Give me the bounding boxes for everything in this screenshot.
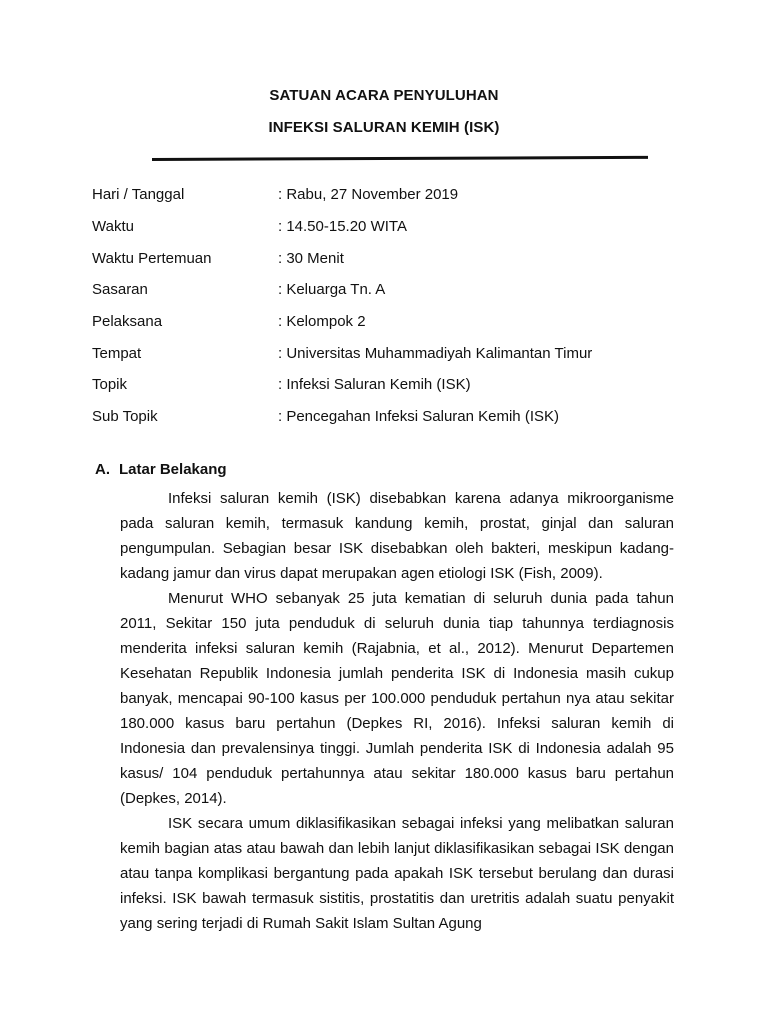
- paragraph: ISK secara umum diklasifikasikan sebagai infeksi yang melibatkan saluran kemih bagian atas atau bawah dan lebih lanjut diklasifikasikan sebagai ISK dengan atau tanpa komplikasi bergantung pada apakah ISK tersebut berulang dan durasi infeksi. ISK bawah termasuk sistitis, prostatitis dan uretritis adalah suatu penyakit yang sering terjadi di Rumah Sakit Islam Sultan Agung: [120, 815, 674, 932]
- info-row: [92, 401, 692, 433]
- paragraph: Infeksi saluran kemih (ISK) disebabkan karena adanya mikroorganisme pada saluran kemih, termasuk kandung kemih, prostat, ginjal dan saluran pengumpulan. Sebagian besar ISK disebabkan oleh bakteri, meskipun kadang-kadang jamur dan virus dapat merupakan agen etiologi ISK (Fish, 2009).: [120, 490, 674, 582]
- info-row: [92, 337, 692, 369]
- paragraph: Menurut WHO sebanyak 25 juta kematian di seluruh dunia pada tahun 2011, Sekitar 150 juta penduduk di seluruh dunia tiap tahunnya terdiagnosis menderita infeksi saluran kemih (Rajabnia, et al., 2012). Menurut Departemen Kesehatan Republik Indonesia jumlah penderita ISK di Indonesia masih cukup banyak, mencapai 90-100 kasus per 100.000 penduduk pertahun nya atau sekitar 180.000 kasus baru pertahun (Depkes RI, 2016). Infeksi saluran kemih di Indonesia dan prevalensinya tinggi. Jumlah penderita ISK di Indonesia adalah 95 kasus/ 104 penduduk pertahunnya atau sekitar 180.000 kasus baru pertahun (Depkes, 2014).: [120, 590, 674, 807]
- info-label: Sasaran: [92, 281, 148, 299]
- info-row: [92, 179, 692, 211]
- info-value: : Rabu, 27 November 2019: [278, 186, 459, 204]
- info-label: Hari / Tanggal: [92, 186, 185, 204]
- info-label: Waktu Pertemuan: [92, 249, 212, 267]
- info-label: Waktu: [92, 218, 134, 236]
- info-value: : Pencegahan Infeksi Saluran Kemih (ISK): [278, 408, 559, 426]
- info-row: [92, 211, 692, 243]
- info-row: [92, 242, 692, 274]
- info-value: : Keluarga Tn. A: [278, 281, 386, 299]
- info-row: [92, 306, 692, 338]
- document-title: SATUAN ACARA PENYULUHAN: [269, 87, 499, 104]
- info-value: : Infeksi Saluran Kemih (ISK): [278, 376, 471, 394]
- document-subtitle: INFEKSI SALURAN KEMIH (ISK): [268, 119, 500, 136]
- info-row: [92, 369, 692, 401]
- info-value: : 14.50-15.20 WITA: [278, 218, 407, 236]
- title-divider: [152, 156, 648, 161]
- section-body: [120, 486, 674, 936]
- info-value: : Kelompok 2: [278, 313, 366, 331]
- info-label: Sub Topik: [92, 408, 158, 426]
- info-label: Tempat: [92, 344, 142, 362]
- info-value: : Universitas Muhammadiyah Kalimantan Timur: [278, 344, 593, 362]
- section-heading: [95, 461, 227, 478]
- section-letter: A.: [95, 461, 110, 478]
- info-label: Pelaksana: [92, 313, 163, 331]
- info-row: [92, 274, 692, 306]
- info-table: [92, 179, 692, 433]
- section-title: Latar Belakang: [119, 461, 227, 478]
- info-value: : 30 Menit: [278, 249, 344, 267]
- info-label: Topik: [92, 376, 128, 394]
